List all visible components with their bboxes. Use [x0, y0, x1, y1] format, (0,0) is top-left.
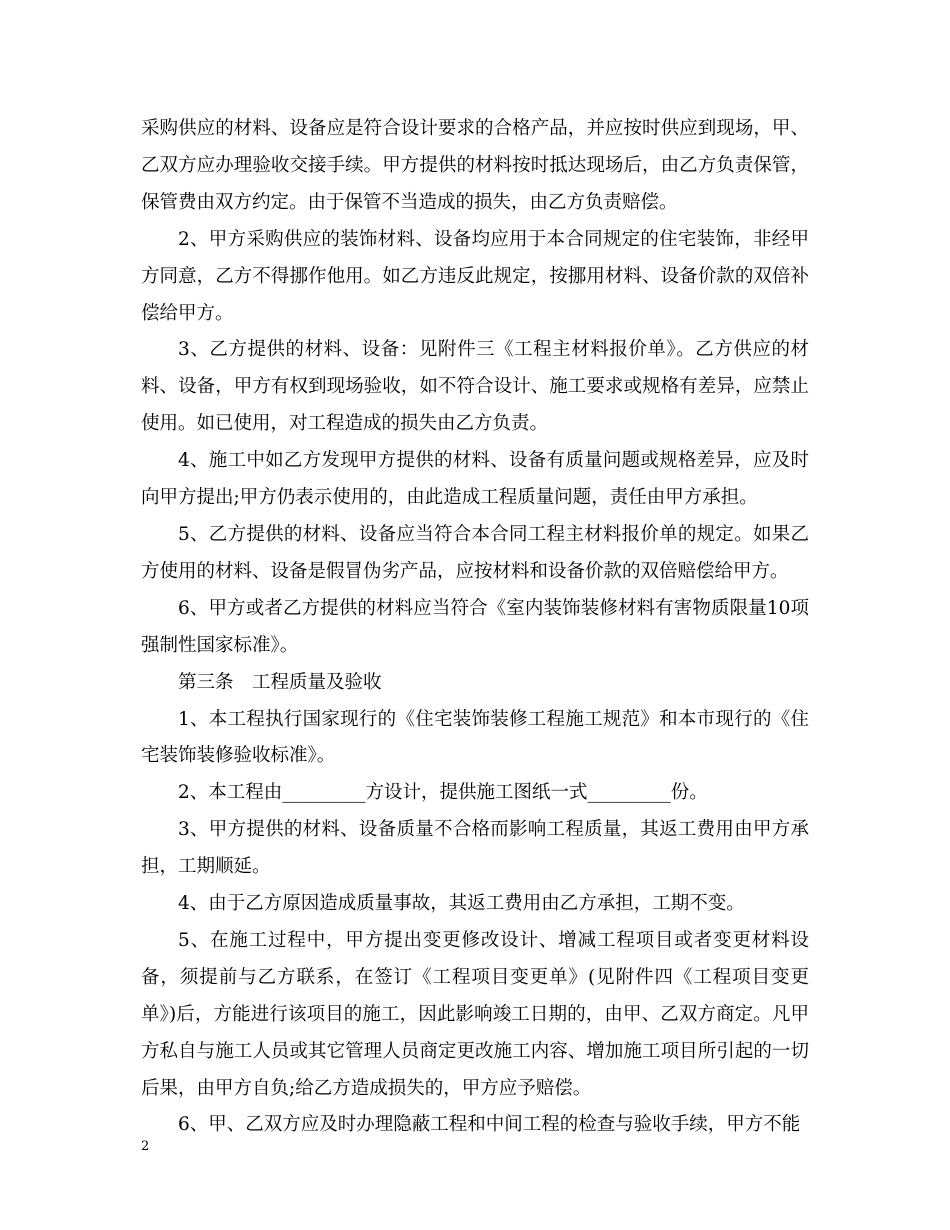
- paragraph-quality-clause-5: 5、在施工过程中，甲方提出变更修改设计、增减工程项目或者变更材料设备，须提前与乙方联系，在签订《工程项目变更单》(见附件四《工程项目变更单》)后，方能进行该项目的施工，因此影响竣工日期的，由甲、乙双方商定。凡甲方私自与施工人员或其它管理人员商定更改施工内容、增加施工项目所引起的一切后果，由甲方自负;给乙方造成损失的，甲方应予赔偿。: [141, 929, 809, 1099]
- paragraph-clause-4-quality-issues: 4、施工中如乙方发现甲方提供的材料、设备有质量问题或规格差异，应及时向甲方提出;甲方仍表示使用的，由此造成工程质量问题，责任由甲方承担。: [141, 450, 809, 509]
- paragraph-quality-clause-1: 1、本工程执行国家现行的《住宅装饰装修工程施工规范》和本市现行的《住宅装饰装修验收标准》。: [141, 708, 809, 767]
- paragraph-quality-clause-4: 4、由于乙方原因造成质量事故，其返工费用由乙方承担，工期不变。: [178, 893, 745, 915]
- paragraph-quality-clause-6: 6、甲、乙双方应及时办理隐蔽工程和中间工程的检查与验收手续，甲方不能: [178, 1114, 801, 1136]
- paragraph-material-supply-continued: 采购供应的材料、设备应是符合设计要求的合格产品，并应按时供应到现场，甲、乙双方应办理验收交接手续。甲方提供的材料按时抵达现场后，由乙方负责保管，保管费由双方约定。由于保管不当造成的损失，由乙方负责赔偿。: [141, 118, 809, 213]
- paragraph-clause-6-national-standard: 6、甲方或者乙方提供的材料应当符合《室内装饰装修材料有害物质限量10项强制性国家标准》。: [141, 597, 809, 656]
- paragraph-clause-3-contractor-materials: 3、乙方提供的材料、设备：见附件三《工程主材料报价单》。乙方供应的材料、设备，甲方有权到现场验收，如不符合设计、施工要求或规格有差异，应禁止使用。如已使用，对工程造成的损失由乙方负责。: [141, 339, 809, 435]
- page-number: 2: [141, 1139, 150, 1154]
- document-body: [141, 111, 809, 1144]
- paragraph-quality-clause-3: 3、甲方提供的材料、设备质量不合格而影响工程质量，其返工费用由甲方承担，工期顺延。: [141, 819, 809, 878]
- section-heading-article-3: 第三条 工程质量及验收: [178, 671, 382, 693]
- paragraph-clause-5-price-list: 5、乙方提供的材料、设备应当符合本合同工程主材料报价单的规定。如果乙方使用的材料、设备是假冒伪劣产品，应按材料和设备价款的双倍赔偿给甲方。: [141, 523, 809, 582]
- paragraph-clause-2-material-use: 2、甲方采购供应的装饰材料、设备均应用于本合同规定的住宅装饰，非经甲方同意，乙方不得挪作他用。如乙方违反此规定，按挪用材料、设备价款的双倍补偿给甲方。: [141, 228, 809, 324]
- paragraph-quality-clause-2: 2、本工程由_________方设计，提供施工图纸一式_________份。: [178, 782, 708, 804]
